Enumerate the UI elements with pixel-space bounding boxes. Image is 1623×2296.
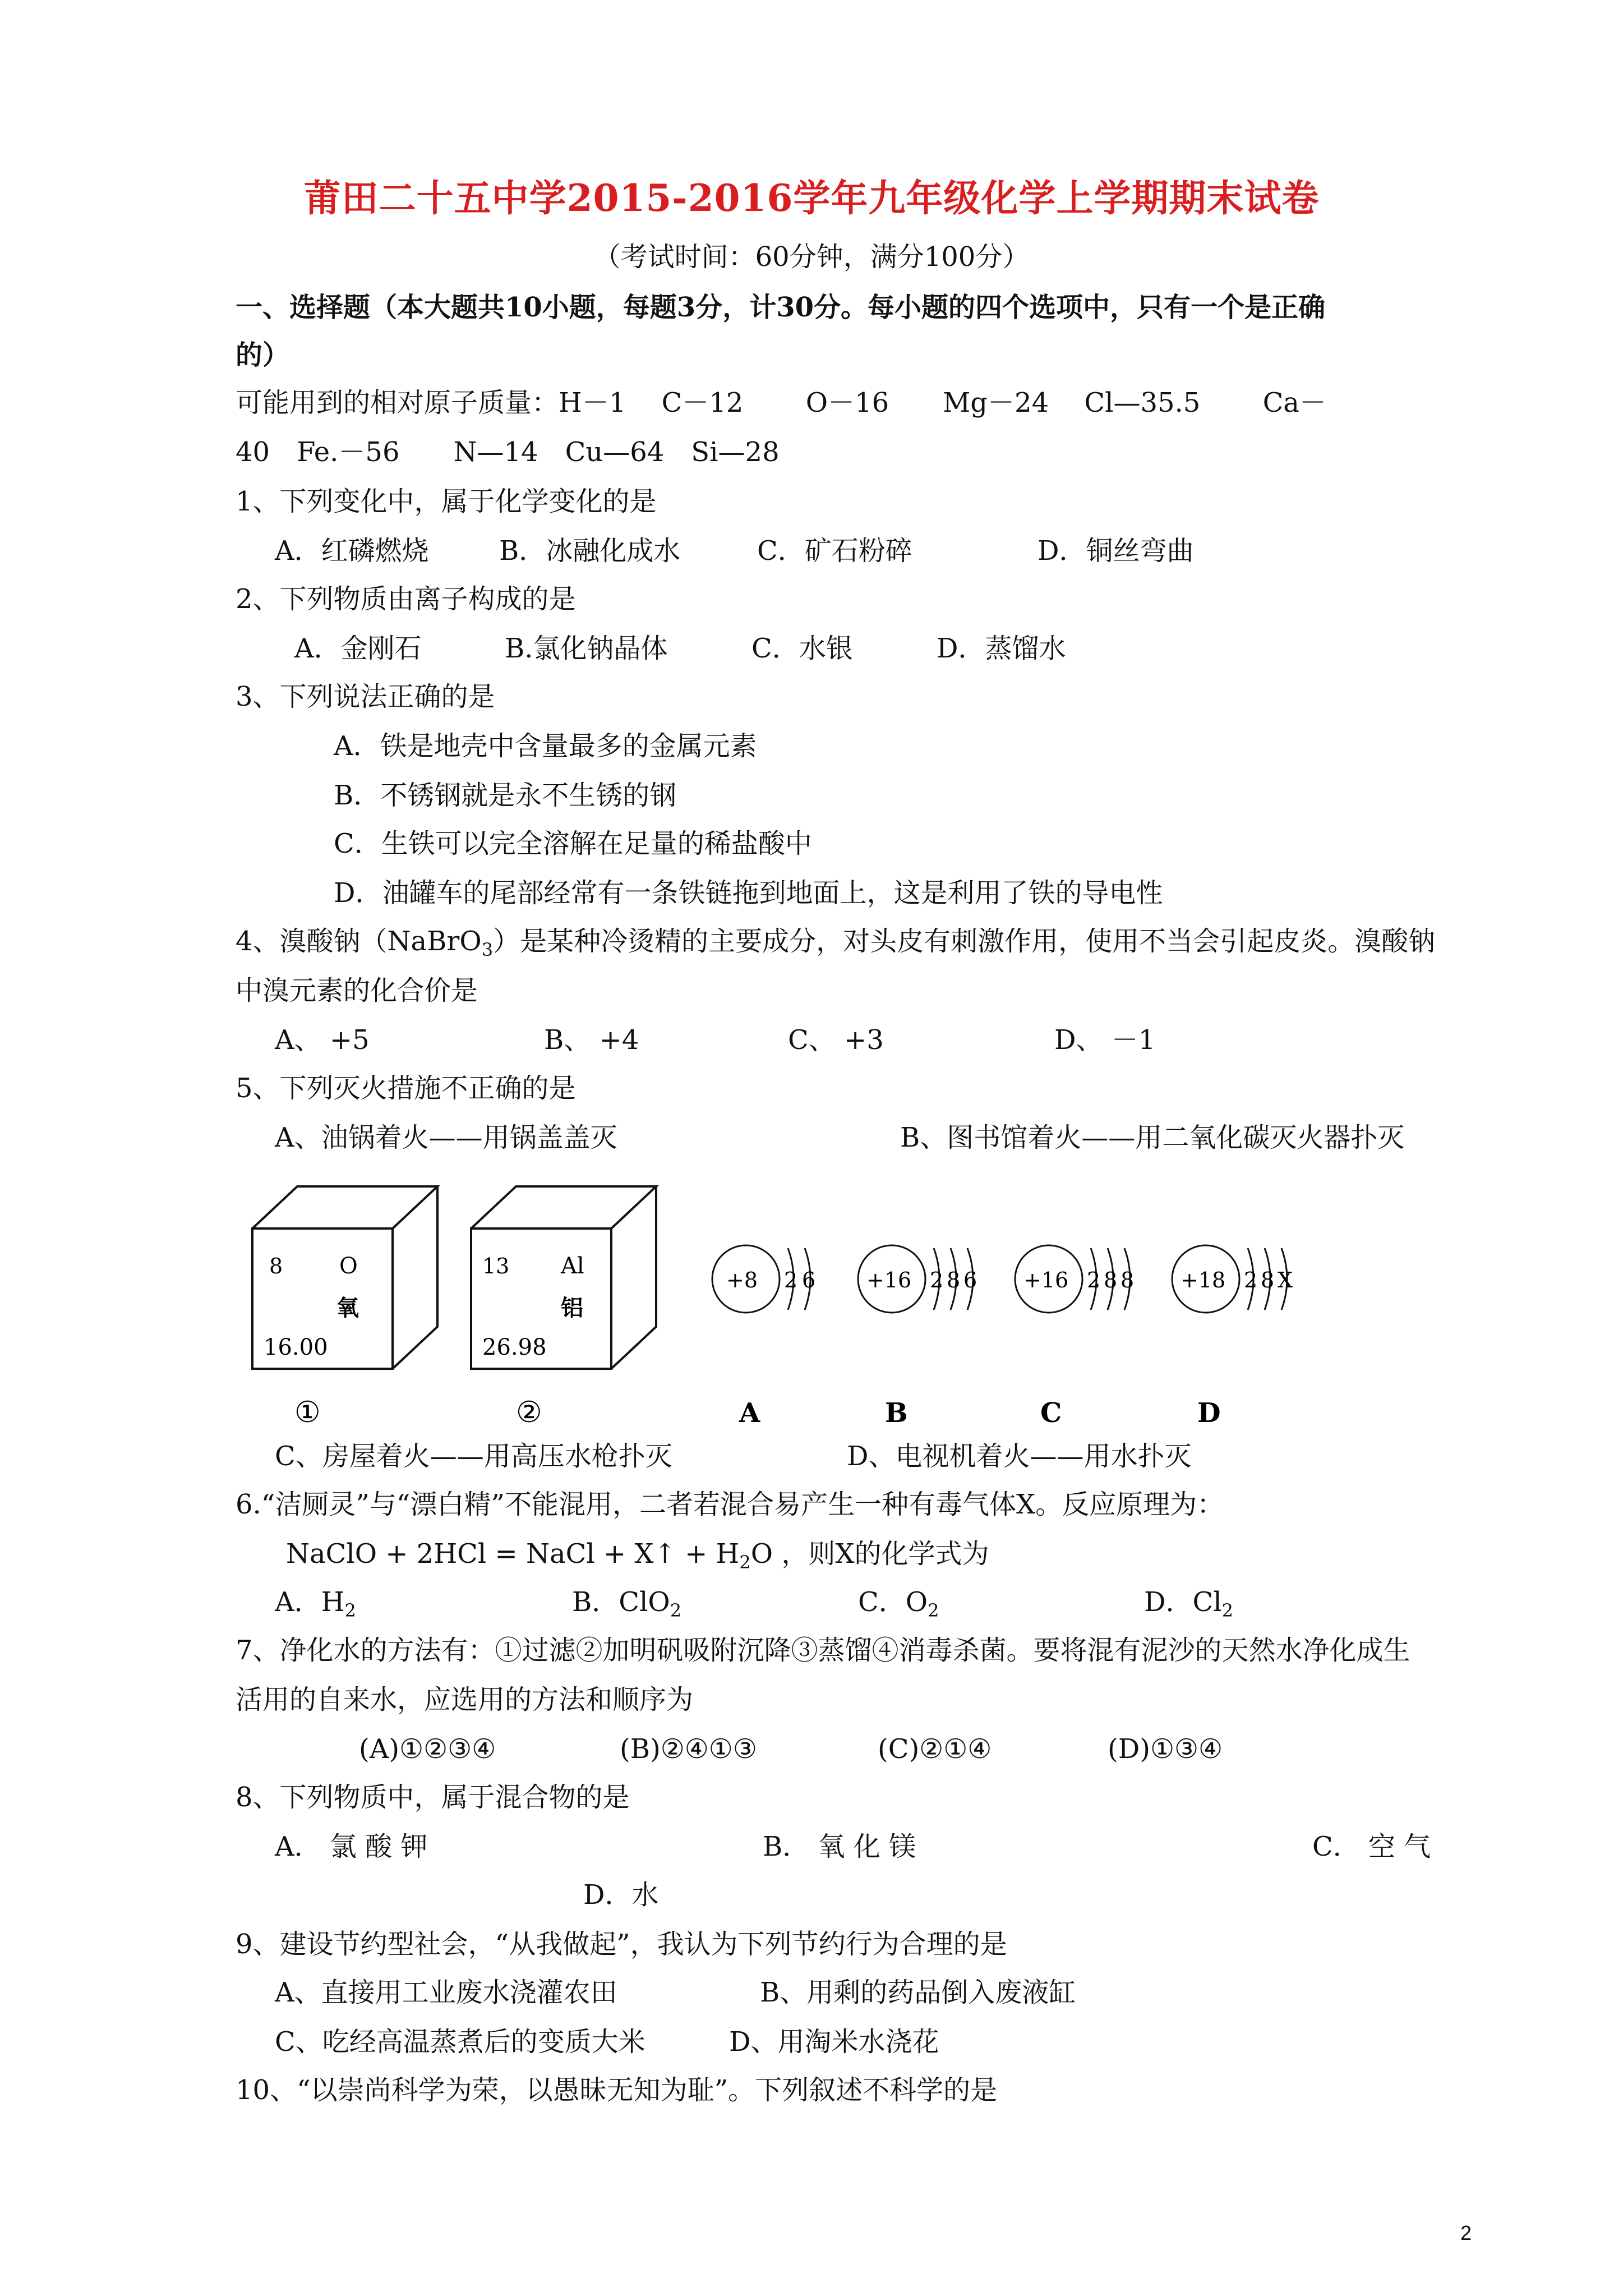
q5-option-a: A、油锅着火——用锅盖盖灭 bbox=[275, 1122, 617, 1153]
q6-option-c-subscript: 2 bbox=[928, 1600, 939, 1621]
atom-a-label: A bbox=[739, 1397, 760, 1429]
q3-stem: 3、下列说法正确的是 bbox=[236, 681, 495, 712]
cube2-name: 铝 bbox=[561, 1295, 583, 1321]
page-title: 莆田二十五中学2015-2016学年九年级化学上学期期末试卷 bbox=[303, 176, 1320, 220]
q9-option-a: A、直接用工业废水浇灌农田 bbox=[275, 1977, 617, 2008]
q7-option-c: (C)②①④ bbox=[878, 1733, 992, 1765]
q6-option-c bbox=[858, 1586, 939, 1621]
q1-option-c: C．矿石粉碎 bbox=[757, 535, 912, 567]
q7-option-a: (A)①②③④ bbox=[359, 1733, 496, 1765]
q6-equation-pre: NaClO + 2HCl = NaCl + X↑ + H bbox=[286, 1538, 740, 1570]
atom-c-nucleus: +16 bbox=[1023, 1268, 1069, 1292]
q1-option-b: B．冰融化成水 bbox=[499, 535, 681, 567]
q4-stem-pre: 4、溴酸钠（NaBrO bbox=[236, 926, 482, 957]
q9-option-c: C、吃经高温蒸煮后的变质大米 bbox=[275, 2026, 645, 2058]
q8-option-b: B． 氧 化 镁 bbox=[763, 1831, 916, 1862]
atom-c-shell-3: 8 bbox=[1121, 1268, 1135, 1292]
element-structure-figure bbox=[236, 1184, 1329, 1430]
q6-option-c-text: C．O bbox=[858, 1586, 928, 1618]
atom-c-label: C bbox=[1040, 1397, 1062, 1429]
cube2-atomic-number: 13 bbox=[482, 1254, 510, 1278]
cube2-label: ② bbox=[516, 1396, 542, 1429]
q7-stem-line2: 活用的自来水，应选用的方法和顺序为 bbox=[236, 1684, 694, 1715]
q6-option-b bbox=[572, 1586, 681, 1621]
cube2-mass: 26.98 bbox=[482, 1335, 547, 1360]
atom-a-shell-1: 2 bbox=[784, 1268, 798, 1292]
q4-option-b: B、 +4 bbox=[544, 1024, 639, 1056]
atom-b-nucleus: +16 bbox=[866, 1268, 912, 1292]
atom-b-shell-3: 6 bbox=[963, 1268, 978, 1292]
atom-a-shell-2: 6 bbox=[802, 1268, 816, 1292]
atom-c-shell-2: 8 bbox=[1104, 1268, 1118, 1292]
q9-option-d: D、用淘米水浇花 bbox=[729, 2026, 939, 2058]
q3-option-b: B．不锈钢就是永不生锈的钢 bbox=[334, 780, 677, 811]
atom-d-label: D bbox=[1197, 1397, 1221, 1429]
atom-d-shell-1: 2 bbox=[1244, 1268, 1258, 1292]
q8-option-d: D．水 bbox=[583, 1879, 659, 1911]
q7-stem-line1: 7、净化水的方法有：①过滤②加明矾吸附沉降③蒸馏④消毒杀菌。要将混有泥沙的天然水净化成生 bbox=[236, 1635, 1410, 1666]
atom-c-shell-1: 2 bbox=[1087, 1268, 1101, 1292]
q8-option-c: C． 空 气 bbox=[1312, 1831, 1431, 1862]
q6-option-d-subscript: 2 bbox=[1221, 1600, 1233, 1621]
section-heading-line1: 一、选择题（本大题共10小题，每题3分，计30分。每小题的四个选项中，只有一个是正确 bbox=[236, 292, 1325, 323]
q8-stem: 8、下列物质中，属于混合物的是 bbox=[236, 1782, 630, 1813]
q2-option-a: A．金刚石 bbox=[294, 633, 422, 664]
q7-option-b: (B)②④①③ bbox=[620, 1733, 757, 1765]
atom-d-shell-2: 8 bbox=[1261, 1268, 1275, 1292]
q5-option-d: D、电视机着火——用水扑灭 bbox=[847, 1441, 1192, 1472]
atom-d-nucleus: +18 bbox=[1181, 1268, 1226, 1292]
q6-option-a-text: A．H bbox=[275, 1586, 345, 1618]
q2-option-d: D．蒸馏水 bbox=[937, 633, 1066, 664]
q10-stem: 10、“以崇尚科学为荣，以愚昧无知为耻”。下列叙述不科学的是 bbox=[236, 2074, 998, 2106]
q4-stem-line1 bbox=[236, 926, 1435, 960]
atom-b-shell-2: 8 bbox=[947, 1268, 961, 1292]
q4-option-c: C、 +3 bbox=[788, 1024, 884, 1056]
q6-equation-subscript: 2 bbox=[739, 1552, 751, 1573]
q6-option-d-text: D．Cl bbox=[1144, 1586, 1222, 1618]
q1-option-a: A．红磷燃烧 bbox=[275, 535, 429, 567]
q7-option-d: (D)①③④ bbox=[1108, 1733, 1223, 1765]
cube1-label: ① bbox=[294, 1396, 321, 1429]
q2-option-b: B.氯化钠晶体 bbox=[505, 633, 668, 664]
q4-stem-subscript: 3 bbox=[481, 939, 494, 960]
q5-stem: 5、下列灭火措施不正确的是 bbox=[236, 1073, 576, 1104]
q4-stem-line2: 中溴元素的化合价是 bbox=[236, 975, 478, 1006]
q9-stem: 9、建设节约型社会，“从我做起”，我认为下列节约行为合理的是 bbox=[236, 1929, 1007, 1960]
q6-option-b-subscript: 2 bbox=[670, 1600, 682, 1621]
q6-option-a-subscript: 2 bbox=[344, 1600, 356, 1621]
q4-option-a: A、 +5 bbox=[275, 1024, 370, 1056]
atomic-mass-line1: 可能用到的相对原子质量：H－1 C－12 O－16 Mg－24 Cl—35.5 Ca－ bbox=[236, 387, 1326, 418]
q6-option-a bbox=[275, 1586, 356, 1621]
q4-option-d: D、 －1 bbox=[1054, 1024, 1156, 1056]
q1-option-d: D．铜丝弯曲 bbox=[1038, 535, 1194, 567]
q6-equation bbox=[286, 1538, 989, 1573]
section-heading-line2: 的） bbox=[236, 339, 290, 371]
q6-option-d bbox=[1144, 1586, 1233, 1621]
exam-info: （考试时间：60分钟，满分100分） bbox=[593, 241, 1030, 273]
q6-equation-post: O ，则X的化学式为 bbox=[750, 1538, 989, 1570]
q6-stem: 6.“洁厕灵”与“漂白精”不能混用，二者若混合易产生一种有毒气体X。反应原理为： bbox=[236, 1489, 1224, 1520]
q4-stem-post: ）是某种冷烫精的主要成分，对头皮有刺激作用，使用不当会引起皮炎。溴酸钠 bbox=[493, 926, 1436, 957]
cube1-mass: 16.00 bbox=[264, 1335, 328, 1360]
cube1-name: 氧 bbox=[336, 1295, 359, 1321]
atom-a-nucleus: +8 bbox=[726, 1268, 758, 1292]
cube1-atomic-number: 8 bbox=[269, 1254, 283, 1278]
cube1-symbol: O bbox=[339, 1253, 358, 1279]
page-number: 2 bbox=[1460, 2221, 1472, 2244]
atom-d-shell-3: X bbox=[1278, 1268, 1293, 1292]
q2-stem: 2、下列物质由离子构成的是 bbox=[236, 583, 576, 615]
q8-option-a: A． 氯 酸 钾 bbox=[275, 1831, 428, 1862]
atomic-mass-line2: 40 Fe.－56 N—14 Cu—64 Si—28 bbox=[236, 436, 780, 468]
q2-option-c: C．水银 bbox=[751, 633, 853, 664]
cube2-symbol: Al bbox=[561, 1253, 584, 1279]
q3-option-c: C．生铁可以完全溶解在足量的稀盐酸中 bbox=[334, 828, 812, 859]
q9-option-b: B、用剩的药品倒入废液缸 bbox=[760, 1977, 1076, 2008]
q6-option-b-text: B．ClO bbox=[572, 1586, 670, 1618]
q3-option-a: A．铁是地壳中含量最多的金属元素 bbox=[334, 730, 757, 762]
atom-b-shell-1: 2 bbox=[930, 1268, 944, 1292]
q5-option-c: C、房屋着火——用高压水枪扑灭 bbox=[275, 1441, 672, 1472]
q1-stem: 1、下列变化中，属于化学变化的是 bbox=[236, 486, 657, 517]
q5-option-b: B、图书馆着火——用二氧化碳灭火器扑灭 bbox=[900, 1122, 1405, 1153]
q3-option-d: D．油罐车的尾部经常有一条铁链拖到地面上，这是利用了铁的导电性 bbox=[334, 877, 1163, 909]
atom-b-label: B bbox=[885, 1397, 908, 1429]
